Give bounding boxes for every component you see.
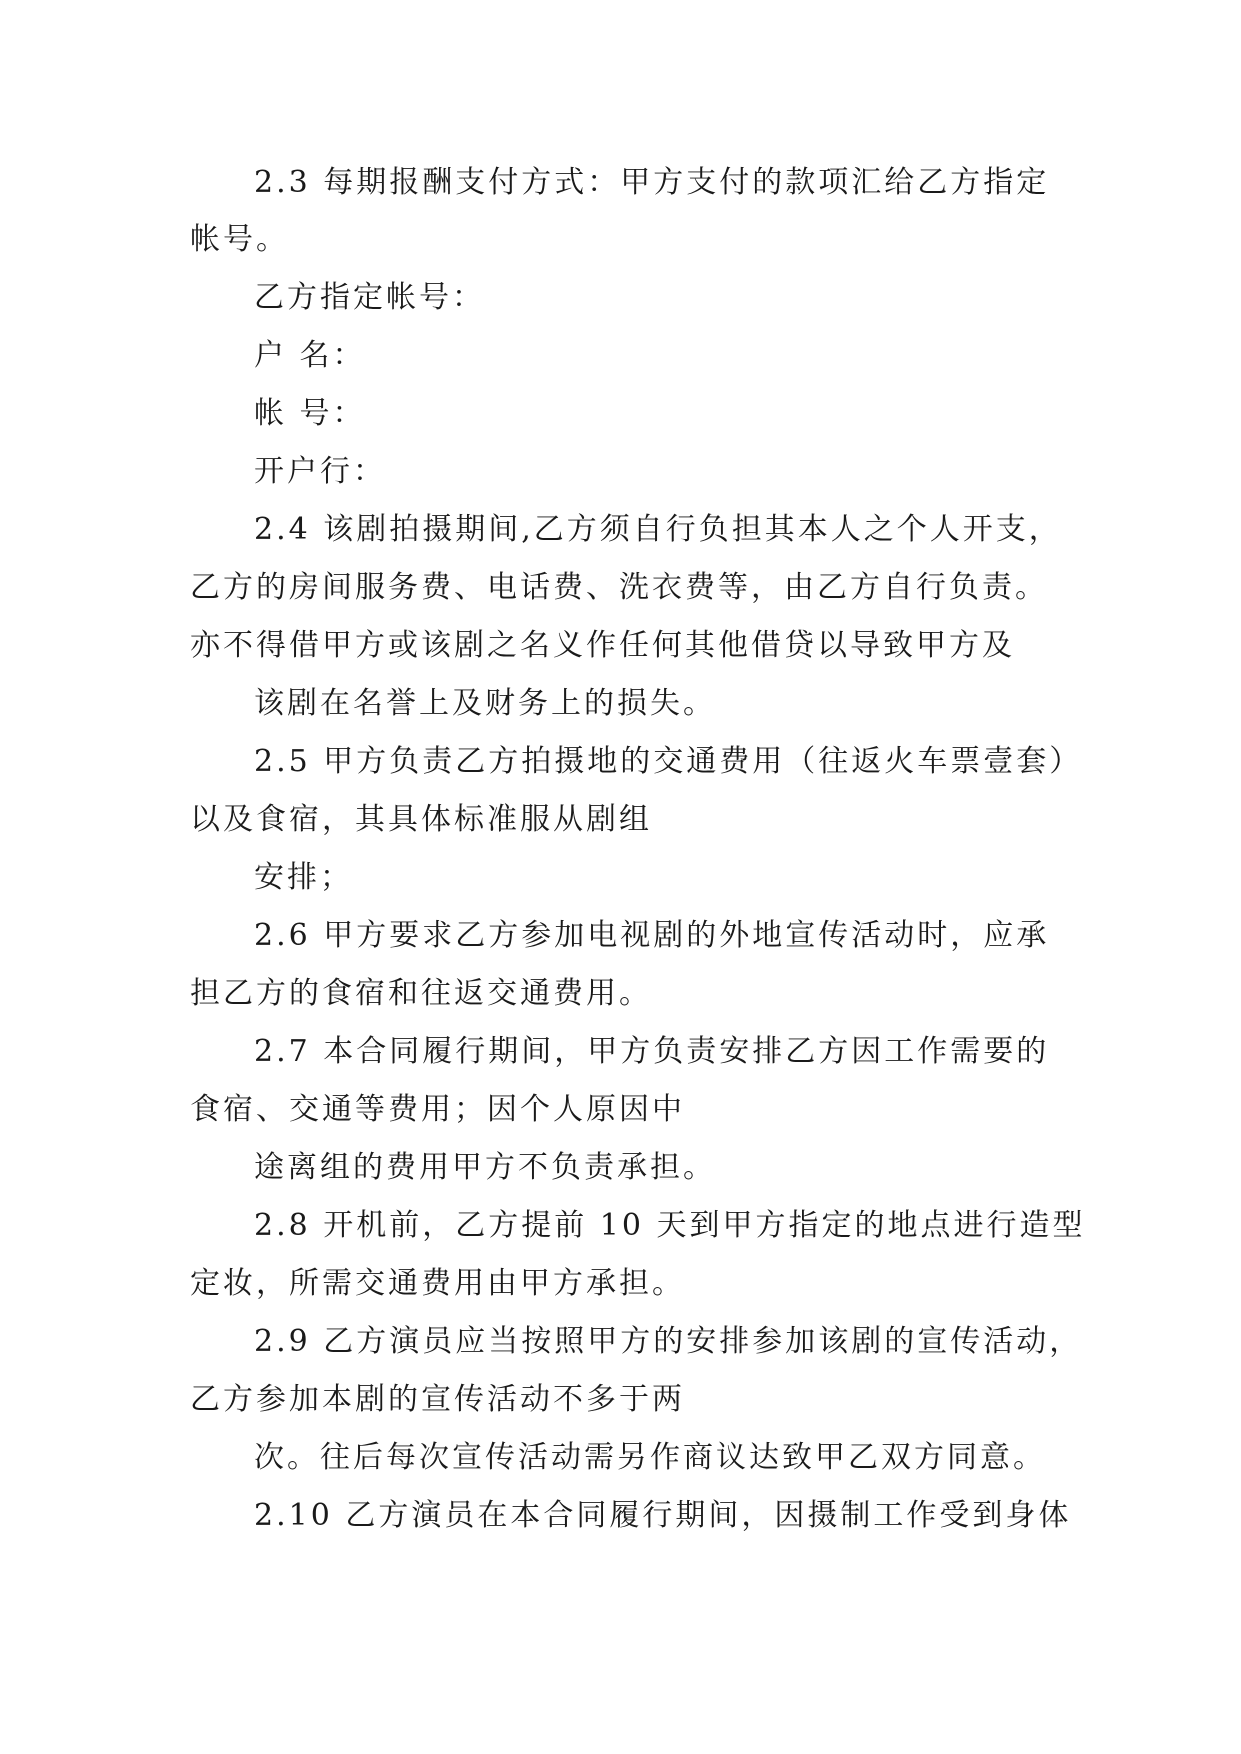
clause-2-3-line-2: 帐号。 — [190, 222, 289, 257]
account-name-label: 户 名： — [254, 338, 366, 373]
clause-2-9-line-1: 2.9 乙方演员应当按照甲方的安排参加该剧的宣传活动， — [254, 1324, 1083, 1359]
clause-2-8-line-1: 2.8 开机前，乙方提前 10 天到甲方指定的地点进行造型 — [254, 1208, 1086, 1243]
clause-2-5-line-1: 2.5 甲方负责乙方拍摄地的交通费用（往返火车票壹套） — [254, 744, 1083, 779]
clause-2-6-line-1: 2.6 甲方要求乙方参加电视剧的外地宣传活动时，应承 — [254, 918, 1050, 953]
clause-2-4-line-1: 2.4 该剧拍摄期间,乙方须自行负担其本人之个人开支， — [254, 512, 1062, 547]
clause-2-5-line-3: 安排； — [254, 860, 353, 895]
clause-2-8-line-2: 定妆，所需交通费用由甲方承担。 — [190, 1266, 685, 1301]
account-heading: 乙方指定帐号： — [254, 280, 485, 315]
clause-2-7-line-3: 途离组的费用甲方不负责承担。 — [254, 1150, 716, 1185]
clause-2-9-line-2: 乙方参加本剧的宣传活动不多于两 — [190, 1382, 685, 1417]
clause-2-3-line-1: 2.3 每期报酬支付方式：甲方支付的款项汇给乙方指定 — [254, 165, 1050, 200]
clause-2-5-line-2: 以及食宿，其具体标准服从剧组 — [190, 802, 652, 837]
clause-2-9-line-3: 次。往后每次宣传活动需另作商议达致甲乙双方同意。 — [254, 1440, 1046, 1475]
bank-label: 开户行： — [254, 454, 386, 489]
account-number-label: 帐 号： — [254, 396, 366, 431]
clause-2-10-line-1: 2.10 乙方演员在本合同履行期间，因摄制工作受到身体 — [254, 1498, 1072, 1533]
clause-2-6-line-2: 担乙方的食宿和往返交通费用。 — [190, 976, 652, 1011]
clause-2-4-line-3: 亦不得借甲方或该剧之名义作任何其他借贷以导致甲方及 — [190, 628, 1015, 663]
clause-2-4-line-2: 乙方的房间服务费、电话费、洗衣费等，由乙方自行负责。 — [190, 570, 1048, 605]
clause-2-4-line-4: 该剧在名誉上及财务上的损失。 — [254, 686, 716, 721]
clause-2-7-line-1: 2.7 本合同履行期间，甲方负责安排乙方因工作需要的 — [254, 1034, 1050, 1069]
clause-2-7-line-2: 食宿、交通等费用；因个人原因中 — [190, 1092, 685, 1127]
